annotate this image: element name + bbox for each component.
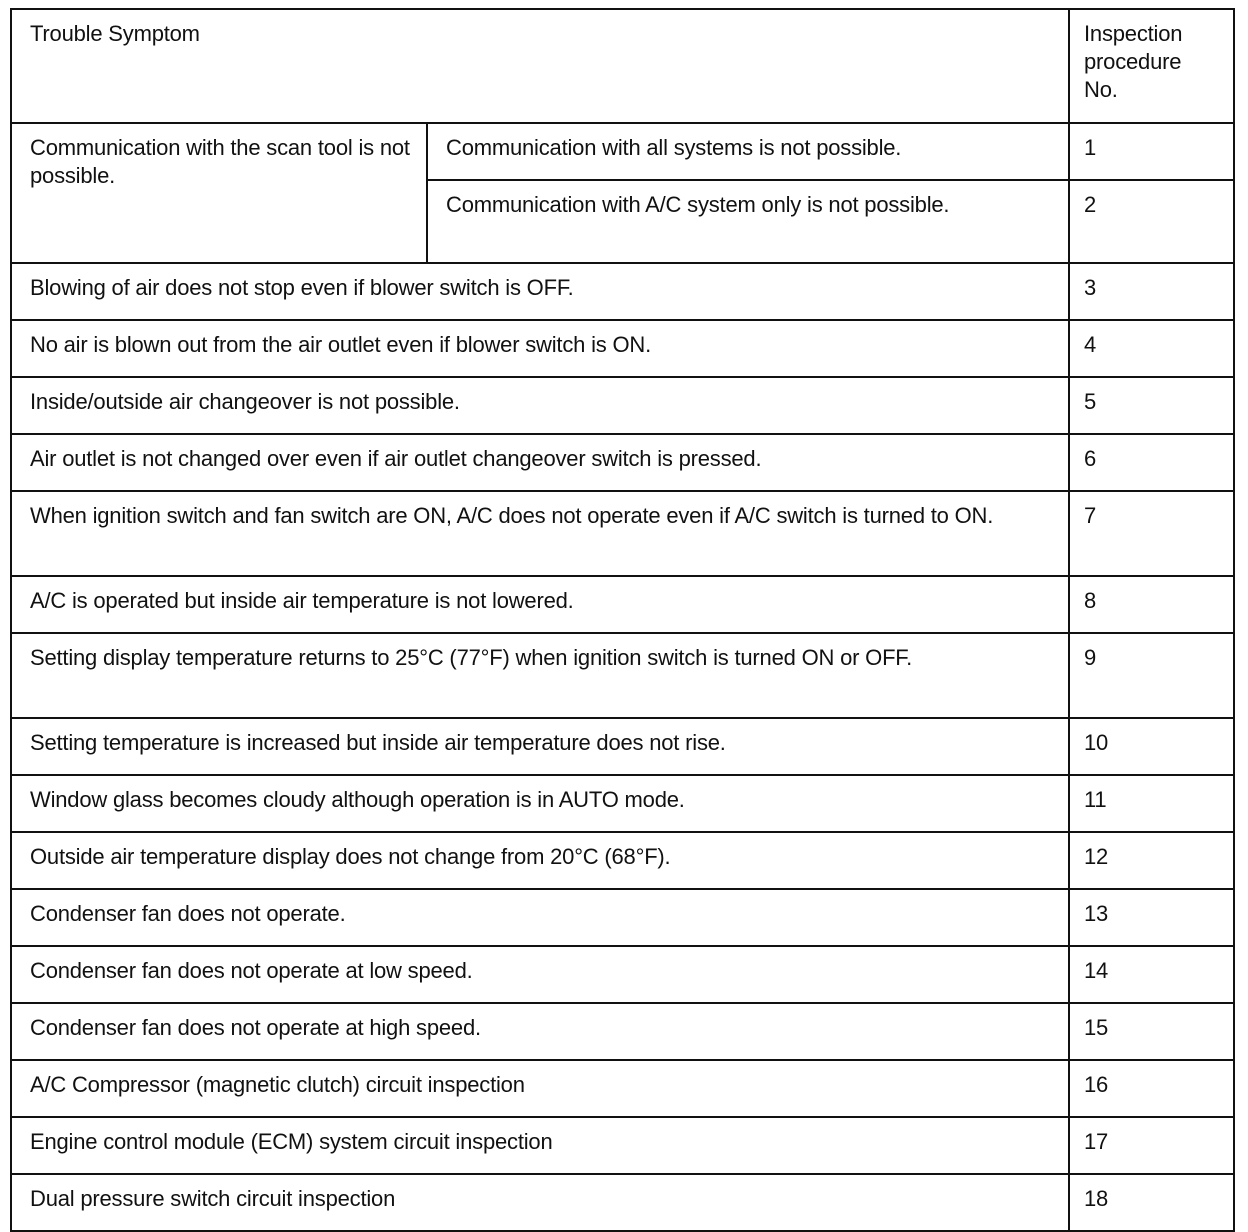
symptom-cell: A/C Compressor (magnetic clutch) circuit inspection — [11, 1060, 1069, 1117]
symptom-cell: Dual pressure switch circuit inspection — [11, 1174, 1069, 1231]
header-procedure-line: Inspection — [1084, 21, 1183, 46]
table-header-row — [11, 9, 1234, 123]
symptom-cell: No air is blown out from the air outlet even if blower switch is ON. — [11, 320, 1069, 377]
procedure-number: 1 — [1069, 123, 1234, 180]
header-procedure-line: No. — [1084, 77, 1118, 102]
table-row — [11, 123, 1234, 180]
table-row — [11, 263, 1234, 320]
procedure-number: 7 — [1069, 491, 1234, 576]
procedure-number: 14 — [1069, 946, 1234, 1003]
symptom-cell: Setting display temperature returns to 25°C (77°F) when ignition switch is turned ON or OFF. — [11, 633, 1069, 718]
header-trouble-symptom: Trouble Symptom — [11, 9, 1069, 123]
procedure-number: 8 — [1069, 576, 1234, 633]
procedure-number: 11 — [1069, 775, 1234, 832]
sub-symptom-cell: Communication with A/C system only is not possible. — [427, 180, 1069, 263]
table-row — [11, 1174, 1234, 1231]
table-row — [11, 434, 1234, 491]
procedure-number: 9 — [1069, 633, 1234, 718]
procedure-number: 17 — [1069, 1117, 1234, 1174]
procedure-number: 18 — [1069, 1174, 1234, 1231]
symptom-cell: Blowing of air does not stop even if blower switch is OFF. — [11, 263, 1069, 320]
procedure-number: 6 — [1069, 434, 1234, 491]
table-row — [11, 320, 1234, 377]
symptom-cell: Condenser fan does not operate at low speed. — [11, 946, 1069, 1003]
procedure-number: 4 — [1069, 320, 1234, 377]
symptom-cell: Condenser fan does not operate at high speed. — [11, 1003, 1069, 1060]
procedure-number: 3 — [1069, 263, 1234, 320]
table-row — [11, 576, 1234, 633]
trouble-symptom-chart — [10, 8, 1233, 1232]
table-row — [11, 491, 1234, 576]
table-row — [11, 1003, 1234, 1060]
symptom-cell: Inside/outside air changeover is not possible. — [11, 377, 1069, 434]
symptom-cell: Air outlet is not changed over even if air outlet changeover switch is pressed. — [11, 434, 1069, 491]
header-procedure-line: procedure — [1084, 49, 1182, 74]
table-row — [11, 832, 1234, 889]
table-row — [11, 946, 1234, 1003]
procedure-number: 10 — [1069, 718, 1234, 775]
group-symptom-communication: Communication with the scan tool is not possible. — [11, 123, 427, 263]
procedure-number: 12 — [1069, 832, 1234, 889]
table-row — [11, 377, 1234, 434]
table-row — [11, 633, 1234, 718]
symptom-cell: Condenser fan does not operate. — [11, 889, 1069, 946]
procedure-number: 2 — [1069, 180, 1234, 263]
trouble-symptom-table — [10, 8, 1235, 1232]
symptom-cell: Outside air temperature display does not change from 20°C (68°F). — [11, 832, 1069, 889]
procedure-number: 5 — [1069, 377, 1234, 434]
procedure-number: 15 — [1069, 1003, 1234, 1060]
symptom-cell: When ignition switch and fan switch are ON, A/C does not operate even if A/C switch is turned to ON. — [11, 491, 1069, 576]
table-row — [11, 889, 1234, 946]
table-row — [11, 718, 1234, 775]
symptom-cell: Window glass becomes cloudy although operation is in AUTO mode. — [11, 775, 1069, 832]
header-inspection-procedure — [1069, 9, 1234, 123]
symptom-cell: Engine control module (ECM) system circuit inspection — [11, 1117, 1069, 1174]
table-row — [11, 775, 1234, 832]
procedure-number: 13 — [1069, 889, 1234, 946]
table-row — [11, 1117, 1234, 1174]
symptom-cell: A/C is operated but inside air temperature is not lowered. — [11, 576, 1069, 633]
symptom-cell: Setting temperature is increased but inside air temperature does not rise. — [11, 718, 1069, 775]
procedure-number: 16 — [1069, 1060, 1234, 1117]
table-row — [11, 1060, 1234, 1117]
sub-symptom-cell: Communication with all systems is not possible. — [427, 123, 1069, 180]
